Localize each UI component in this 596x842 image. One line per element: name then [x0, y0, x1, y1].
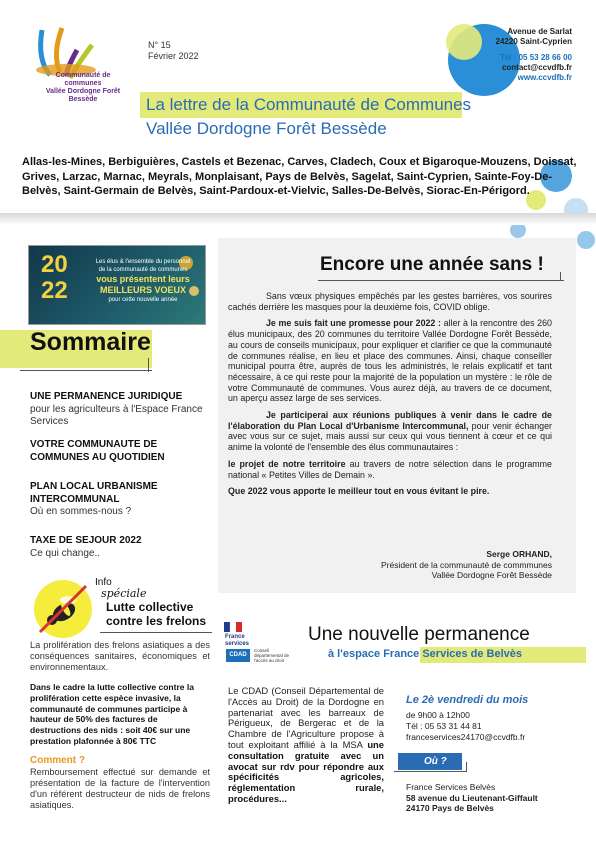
ou-underline	[394, 771, 466, 772]
email-link[interactable]: contact@ccvdfb.fr	[501, 63, 572, 72]
phone: Tél : 05 53 28 66 00	[499, 53, 572, 62]
edito-p2-bold: Je me suis fait une promesse pour 2022 :	[266, 318, 441, 329]
permanence-subtitle: à l'espace France Services de Belvès	[328, 648, 523, 660]
voeux-headline: vous présentent leurs MEILLEURS VOEUX	[96, 274, 190, 295]
issue-date: Février 2022	[148, 51, 199, 61]
permanence-title: Une nouvelle permanence	[308, 624, 530, 645]
edito-title: Encore une année sans !	[320, 254, 544, 275]
issue-info	[148, 40, 199, 62]
permanence-email[interactable]: franceservices24170@ccvdfb.fr	[406, 732, 526, 742]
cdad-sub: Conseil départemental de l'accès au droit	[254, 648, 290, 663]
ou-label: Où ?	[424, 756, 447, 767]
sommaire-item[interactable]	[30, 391, 210, 429]
frelons-participation: Dans le cadre la lutte collective contre la prolifération cette espèce invasive, la communauté de communes participe à hauteur de 50% des factures de destructions des nids : soit 40€ sur une prestation plafonnée à 80€ TTC	[30, 682, 194, 746]
signature	[330, 549, 552, 581]
permanence-contact	[406, 710, 525, 743]
permanence-hours: de 9h00 à 12h00	[406, 710, 470, 720]
permanence-phone: Tél : 05 53 31 44 81	[406, 721, 482, 731]
cdad-text-plain: Le CDAD (Conseil Départemental de l'Accès au Droit) de la Dordogne en partenariat avec les barreaux de Périgueux, de Bergerac et de la Chambre de l'Agriculture propose à tout exploitant affilié à la MSA	[228, 685, 384, 750]
sommaire-tick	[148, 358, 149, 372]
newsletter-subtitle: Vallée Dordogne Forêt Bessède	[146, 119, 387, 138]
newsletter-title: La lettre de la Communauté de Communes	[146, 95, 472, 114]
sommaire-item[interactable]	[30, 535, 210, 560]
permanence-day: Le 2è vendredi du mois	[406, 694, 529, 706]
permanence-address	[406, 782, 538, 814]
frelons-underline	[100, 632, 212, 633]
website-link[interactable]: www.ccvdfb.fr	[517, 73, 572, 82]
communes-list: Allas-les-Mines, Berbiguières, Castels et Bezenac, Carves, Cladech, Coux et Bigaroque-Mouzens, Doissat, Grives, Larzac, Marnac, Meyrals, Monplaisant, Pays de Belvès, Sagelat, Saint-Cyprien, Sainte-Foy-De-Belvès, Saint-Germain de Belvès, Saint-Pardoux-et-Vielvic, Salles-De-Belvès, Siorac-En-Périgord.	[22, 156, 577, 197]
edito-p3	[228, 410, 552, 453]
edito-p4-text: au travers de notre sélection dans le programme national « Petites Villes de Demain ».	[228, 458, 552, 480]
logo-text	[38, 72, 128, 104]
sommaire-item[interactable]	[30, 439, 210, 464]
place-city: 24170 Pays de Belvès	[406, 803, 494, 813]
hornet-icon	[34, 580, 92, 638]
sommaire-item-desc: pour les agriculteurs à l'Espace France Services	[30, 403, 203, 427]
issue-number: N° 15	[148, 40, 171, 50]
frelons-title	[106, 600, 206, 628]
edito-p3-bold: Je participerai aux réunions publiques à venir dans le cadre de l'élaboration du Plan Local d'Urbanisme Intercommunal,	[228, 410, 552, 431]
edito-p5: Que 2022 vous apporte le meilleur tout en vous évitant le pire.	[228, 486, 490, 497]
sommaire-item-desc: Ce qui change..	[30, 547, 101, 559]
edito-p1: Sans vœux physiques empêchés par les gestes barrières, vos sourires cachés derrière les masques pour la deuxième fois, COVID oblige.	[228, 291, 552, 312]
frelons-title-2: contre les frelons	[106, 614, 207, 628]
cdad-description	[228, 686, 384, 805]
edito-body	[228, 291, 552, 503]
section-divider	[0, 213, 596, 225]
signature-role-2: Vallée Dordogne Forêt Bessède	[431, 570, 552, 580]
edito-p4-bold: le projet de notre territoire	[228, 458, 346, 469]
frelons-intro: La prolifération des frelons asiatiques a des conséquences sanitaires, économiques et environnementaux.	[30, 640, 210, 672]
logo-line-1: Communauté de communes	[55, 72, 111, 87]
voeux-card	[28, 245, 206, 325]
cdad-logo: CDAD	[226, 649, 250, 662]
address-line-1: Avenue de Sarlat	[507, 27, 572, 36]
edito-p3-text: pour venir échanger avec vous sur ce sujet, mais aussi sur ceux qui vous tiennent à cœur et ce qui anime la volonté de l'ensemble des élus communautaires :	[228, 420, 552, 453]
edito-underline	[318, 280, 564, 281]
place-street: 58 avenue du Lieutenant-Giffault	[406, 792, 538, 803]
ou-tick	[466, 762, 467, 772]
sommaire-title: Sommaire	[30, 328, 151, 356]
info-label: Info	[95, 577, 112, 588]
sommaire-item-title: PLAN LOCAL URBANISME INTERCOMMUNAL	[30, 481, 158, 505]
france-services-label: France services	[225, 634, 250, 647]
address-line-2: 24220 Saint-Cyprien	[495, 37, 572, 46]
frelons-title-1: Lutte collective	[106, 600, 194, 614]
sommaire-underline	[20, 370, 152, 371]
edito-tick	[560, 272, 561, 281]
voeux-text	[93, 258, 193, 304]
sommaire-item-desc: Où en sommes-nous ?	[30, 506, 132, 517]
place-name: France Services Belvès	[406, 782, 496, 792]
sommaire-item-title: VOTRE COMMUNAUTE DE COMMUNES AU QUOTIDIEN	[30, 439, 165, 463]
logo-line-2: Vallée Dordogne Forêt Bessède	[45, 88, 121, 103]
sommaire-item-title: TAXE DE SEJOUR 2022	[30, 535, 142, 546]
edito-p2	[228, 318, 552, 404]
voeux-year-top: 20	[41, 251, 68, 278]
comment-label: Comment ?	[30, 755, 85, 766]
voeux-year-bottom: 22	[41, 277, 68, 304]
speciale-label: spéciale	[101, 587, 147, 600]
contact-block	[496, 27, 572, 83]
info-speciale	[95, 577, 146, 599]
voeux-footer: pour cette nouvelle année	[108, 297, 178, 303]
sommaire-item[interactable]	[30, 481, 210, 519]
frelons-remboursement: Remboursement effectué sur demande et présentation de la facture de l'intervention d'un référent destructeur de nids de frelons asiatiques.	[30, 767, 210, 810]
edito-p2-text: aller à la rencontre des 260 élus municipaux, des 20 communes du territoire Vallée Dordogne Forêt Bessède, au cours de conseils municipaux, pour expliquer et clarifier ce que la communauté de communes réalise, en lieu et place des communes. Ainsi, chaque conseiller municipal pourra être, auprès de tous les administrés, le relais explicatif et tant nécessaire, à ce qui reste pour la majorité de la population un mystère : le rôle de votre Communauté de communes. Vous aurez déjà, au travers de ce document, un aperçu assez large de ses services.	[228, 318, 552, 404]
cdad-text-bold: une consultation gratuite avec un avocat sur rdv pour répondre aux spécificités agricoles, réglementation rurale, procédures...	[228, 738, 384, 804]
edito-p4	[228, 459, 552, 480]
signature-role-1: Président de la communauté de commmunes	[380, 559, 552, 570]
voeux-intro: Les élus & l'ensemble du personnel de la communauté de communes	[95, 259, 191, 273]
voeux-year	[41, 252, 68, 304]
sommaire-item-title: UNE PERMANENCE JURIDIQUE	[30, 391, 183, 402]
signature-name: Serge ORHAND,	[486, 549, 552, 559]
